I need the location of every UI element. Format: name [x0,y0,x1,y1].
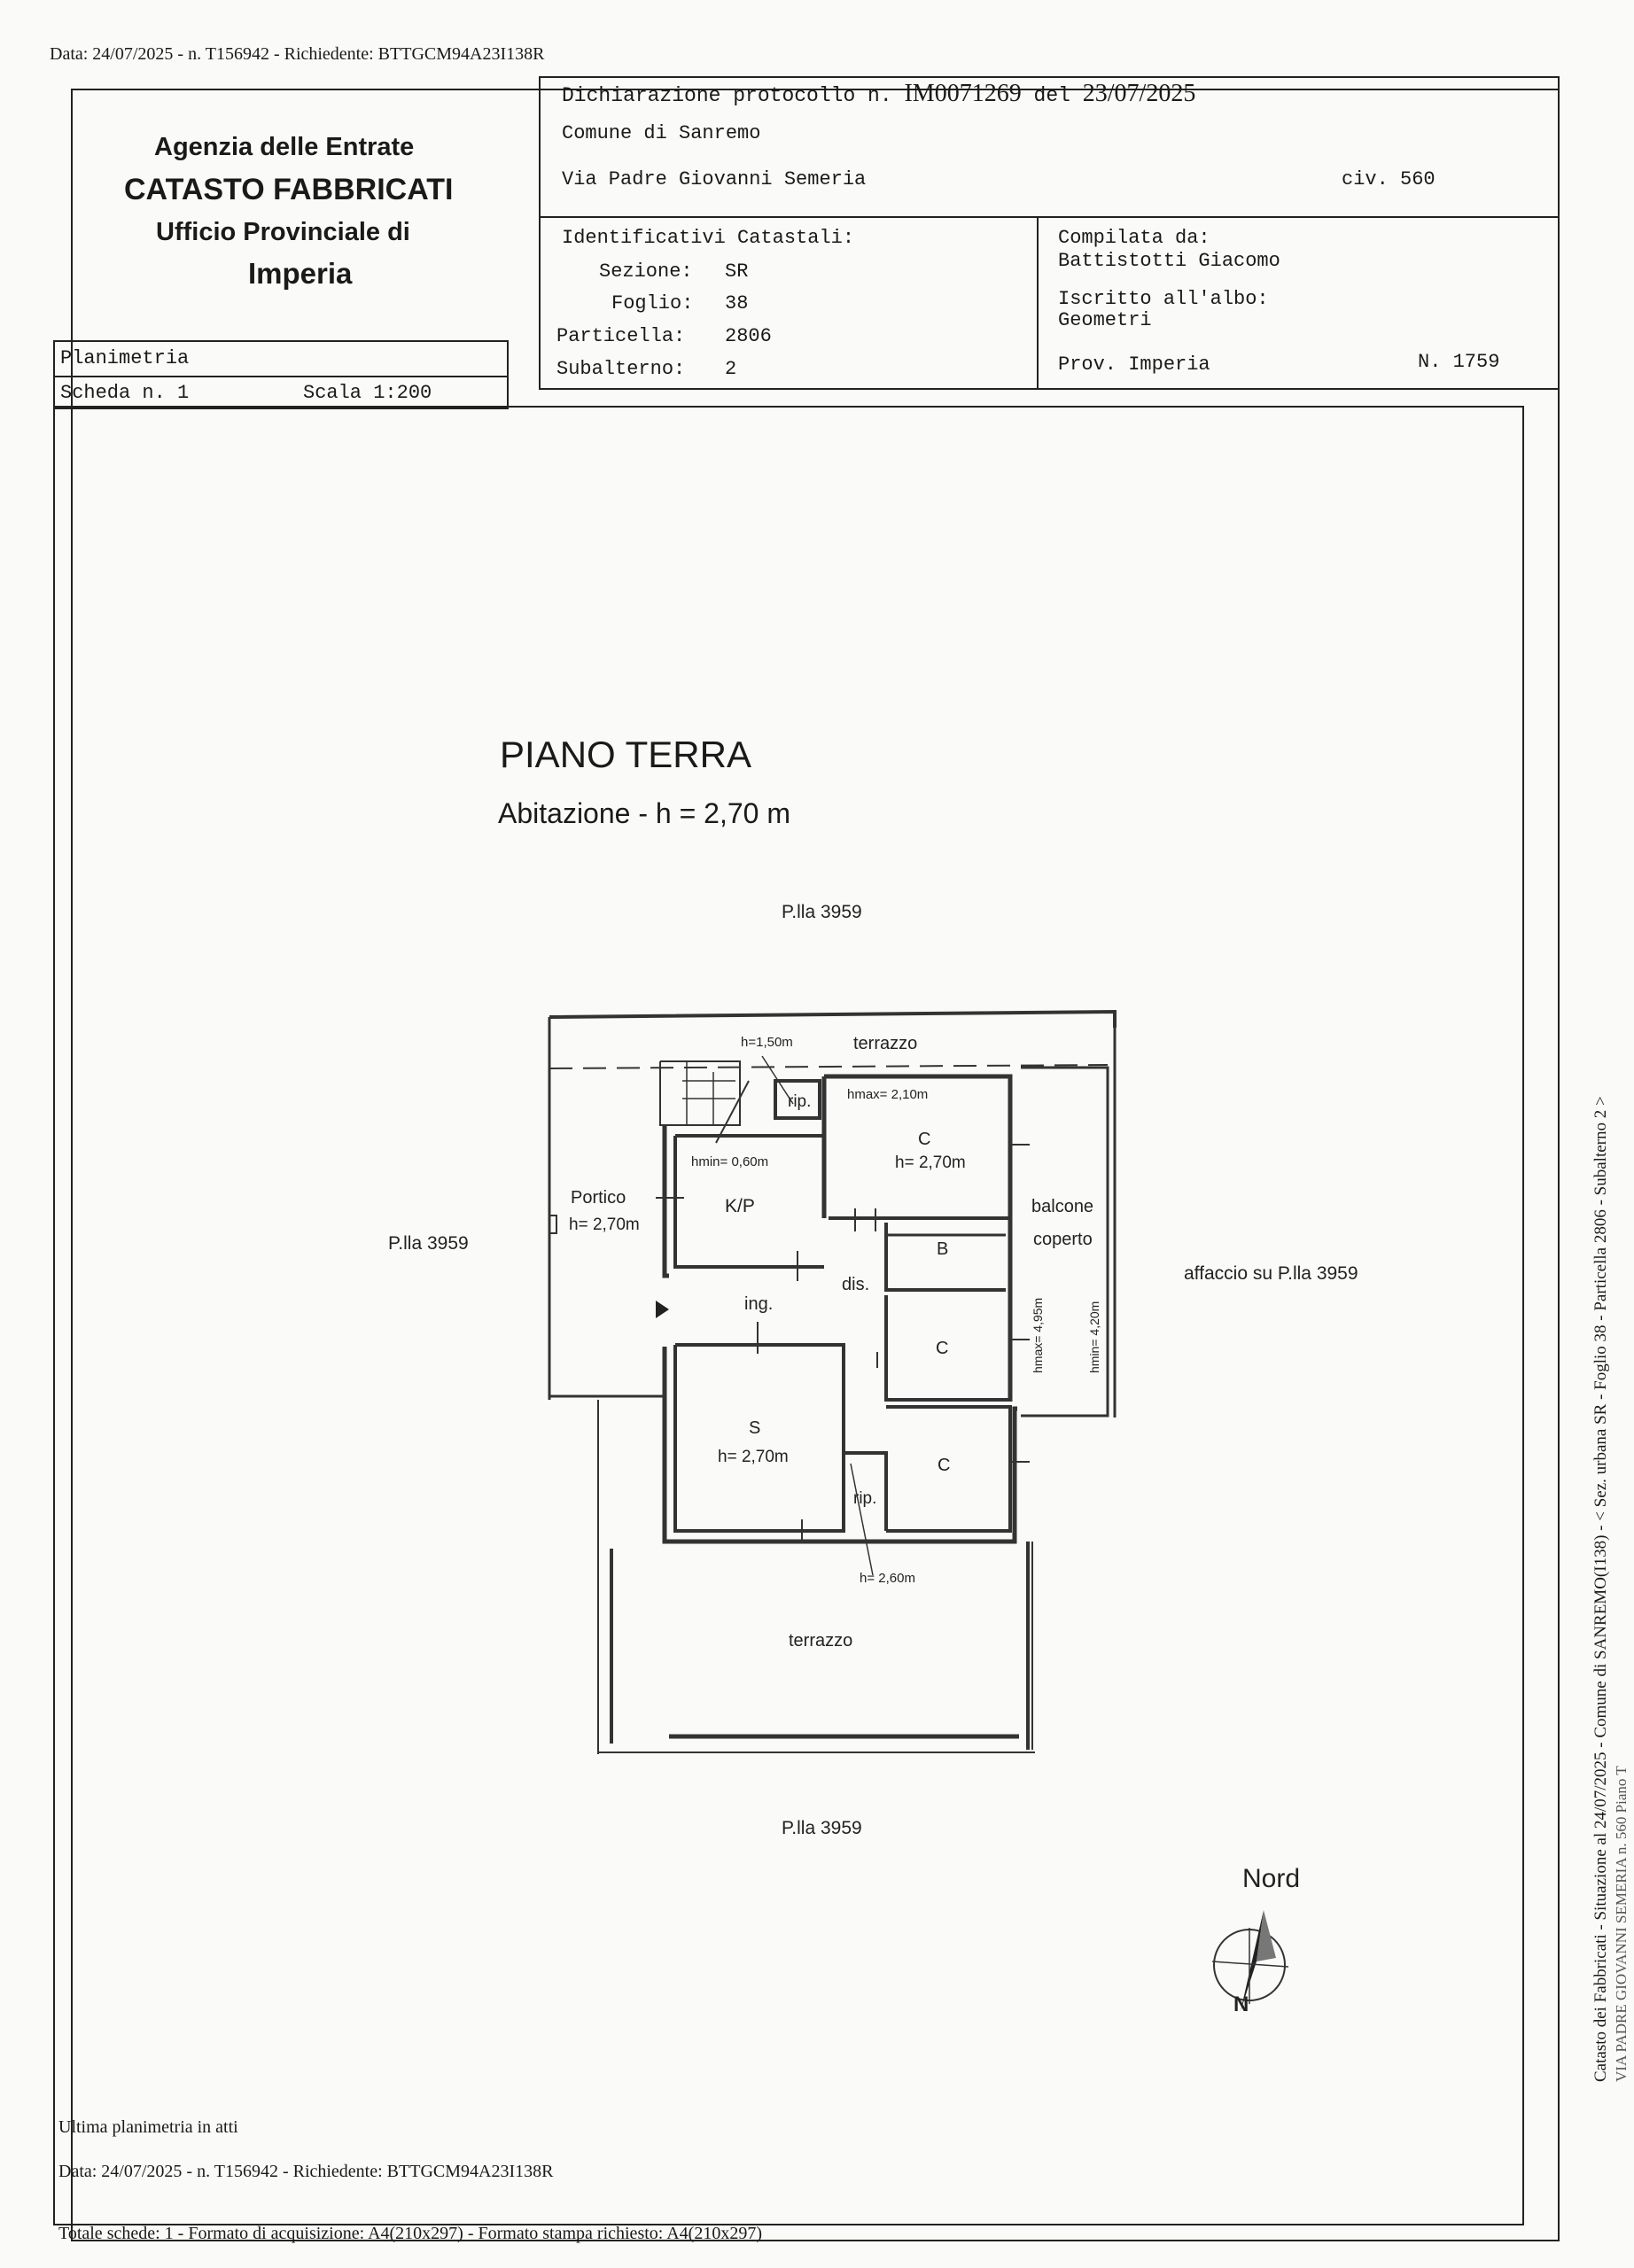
rip-bottom-label: rip. [853,1489,877,1508]
room-c2-label: C [936,1339,949,1358]
catasto-title: CATASTO FABBRICATI [124,173,454,206]
east-parcel-label: affaccio su P.lla 3959 [1184,1263,1358,1284]
particella-label: Particella: [556,325,686,347]
h150-label: h=1,50m [741,1035,793,1050]
balcone-label: balcone [1031,1197,1094,1216]
svg-text:N: N [1233,1992,1249,2016]
side-text-main: Catasto dei Fabbricati - Situazione al 24/07/2025 - Comune di SANREMO(I138) - < Sez. urbana SR - Foglio 38 - Particella 2806 - Subalterno 2 > [1591,1096,1610,2082]
room-c3-label: C [938,1456,951,1475]
particella-value: 2806 [725,325,772,347]
dis-label: dis. [842,1275,870,1294]
room-b-label: B [937,1239,949,1259]
subalterno-value: 2 [725,358,737,380]
protocol-number: IM0071269 [904,80,1022,107]
ufficio-label: Ufficio Provinciale di [156,218,410,246]
ing-label: ing. [744,1294,774,1314]
foglio-value: 38 [725,292,749,315]
terrazzo-bottom-label: terrazzo [789,1631,853,1651]
north-parcel-label: P.lla 3959 [782,902,862,922]
declaration-date: 23/07/2025 [1082,80,1196,107]
comune-label: Comune di Sanremo [562,122,761,144]
agency-name: Agenzia delle Entrate [154,133,415,161]
room-s-label: S [749,1418,761,1438]
compiler-name: Battistotti Giacomo [1058,250,1280,272]
subalterno-label: Subalterno: [556,358,686,380]
civ-label: civ. 560 [1342,168,1436,190]
del-label: del [1033,84,1070,107]
albo-value: Geometri [1058,309,1152,331]
hmin420-label: hmin= 4,20m [1087,1301,1101,1373]
room-s-height: h= 2,70m [718,1448,789,1466]
scala-label: Scala 1:200 [303,382,432,404]
hmin060-label: hmin= 0,60m [691,1154,769,1169]
portico-label: Portico [571,1188,626,1208]
plan-subtitle: Abitazione - h = 2,70 m [498,797,790,829]
entrance-arrow-icon [656,1301,669,1318]
nord-label: Nord [1242,1864,1301,1893]
top-stamp: Data: 24/07/2025 - n. T156942 - Richiedente: BTTGCM94A23I138R [50,44,545,64]
sezione-label: Sezione: [599,260,693,283]
south-parcel-label: P.lla 3959 [782,1818,862,1838]
sezione-value: SR [725,260,749,283]
room-c1-height: h= 2,70m [895,1153,966,1172]
compiler-label: Compilata da: [1058,227,1210,249]
terrazzo-top-label: terrazzo [853,1034,918,1053]
plan-title: PIANO TERRA [500,734,751,775]
footer-schede: Totale schede: 1 - Formato di acquisizione: A4(210x297) - Formato stampa richiesto: A4(210x297) [58,2224,762,2243]
declaration-label: Dichiarazione protocollo n. [562,84,892,107]
identifiers-title: Identificativi Catastali: [562,227,855,249]
kp-label: K/P [725,1196,755,1216]
provincia-label: Imperia [248,257,353,290]
room-c1-label: C [918,1130,931,1149]
albo-number: N. 1759 [1418,351,1500,373]
coperto-label: coperto [1033,1230,1093,1249]
ultima-planimetria: Ultima planimetria in atti [58,2117,238,2137]
portico-height: h= 2,70m [569,1216,640,1234]
planimetria-title: Planimetria [60,347,190,369]
h260-label: h= 2,60m [860,1571,915,1586]
foglio-label: Foglio: [611,292,694,315]
hmax495-label: hmax= 4,95m [1031,1297,1045,1373]
scheda-label: Scheda n. 1 [60,382,190,404]
footer-stamp: Data: 24/07/2025 - n. T156942 - Richiedente: BTTGCM94A23I138R [58,2162,554,2181]
rip-top-label: rip. [788,1092,812,1111]
prov-label: Prov. Imperia [1058,353,1210,376]
side-text-address: VIA PADRE GIOVANNI SEMERIA n. 560 Piano T [1613,1766,1630,2082]
compass-icon [1212,1910,1288,2016]
albo-label: Iscritto all'albo: [1058,288,1269,310]
west-parcel-label: P.lla 3959 [388,1233,469,1254]
street-label: Via Padre Giovanni Semeria [562,168,867,190]
hmax210-label: hmax= 2,10m [847,1087,929,1102]
